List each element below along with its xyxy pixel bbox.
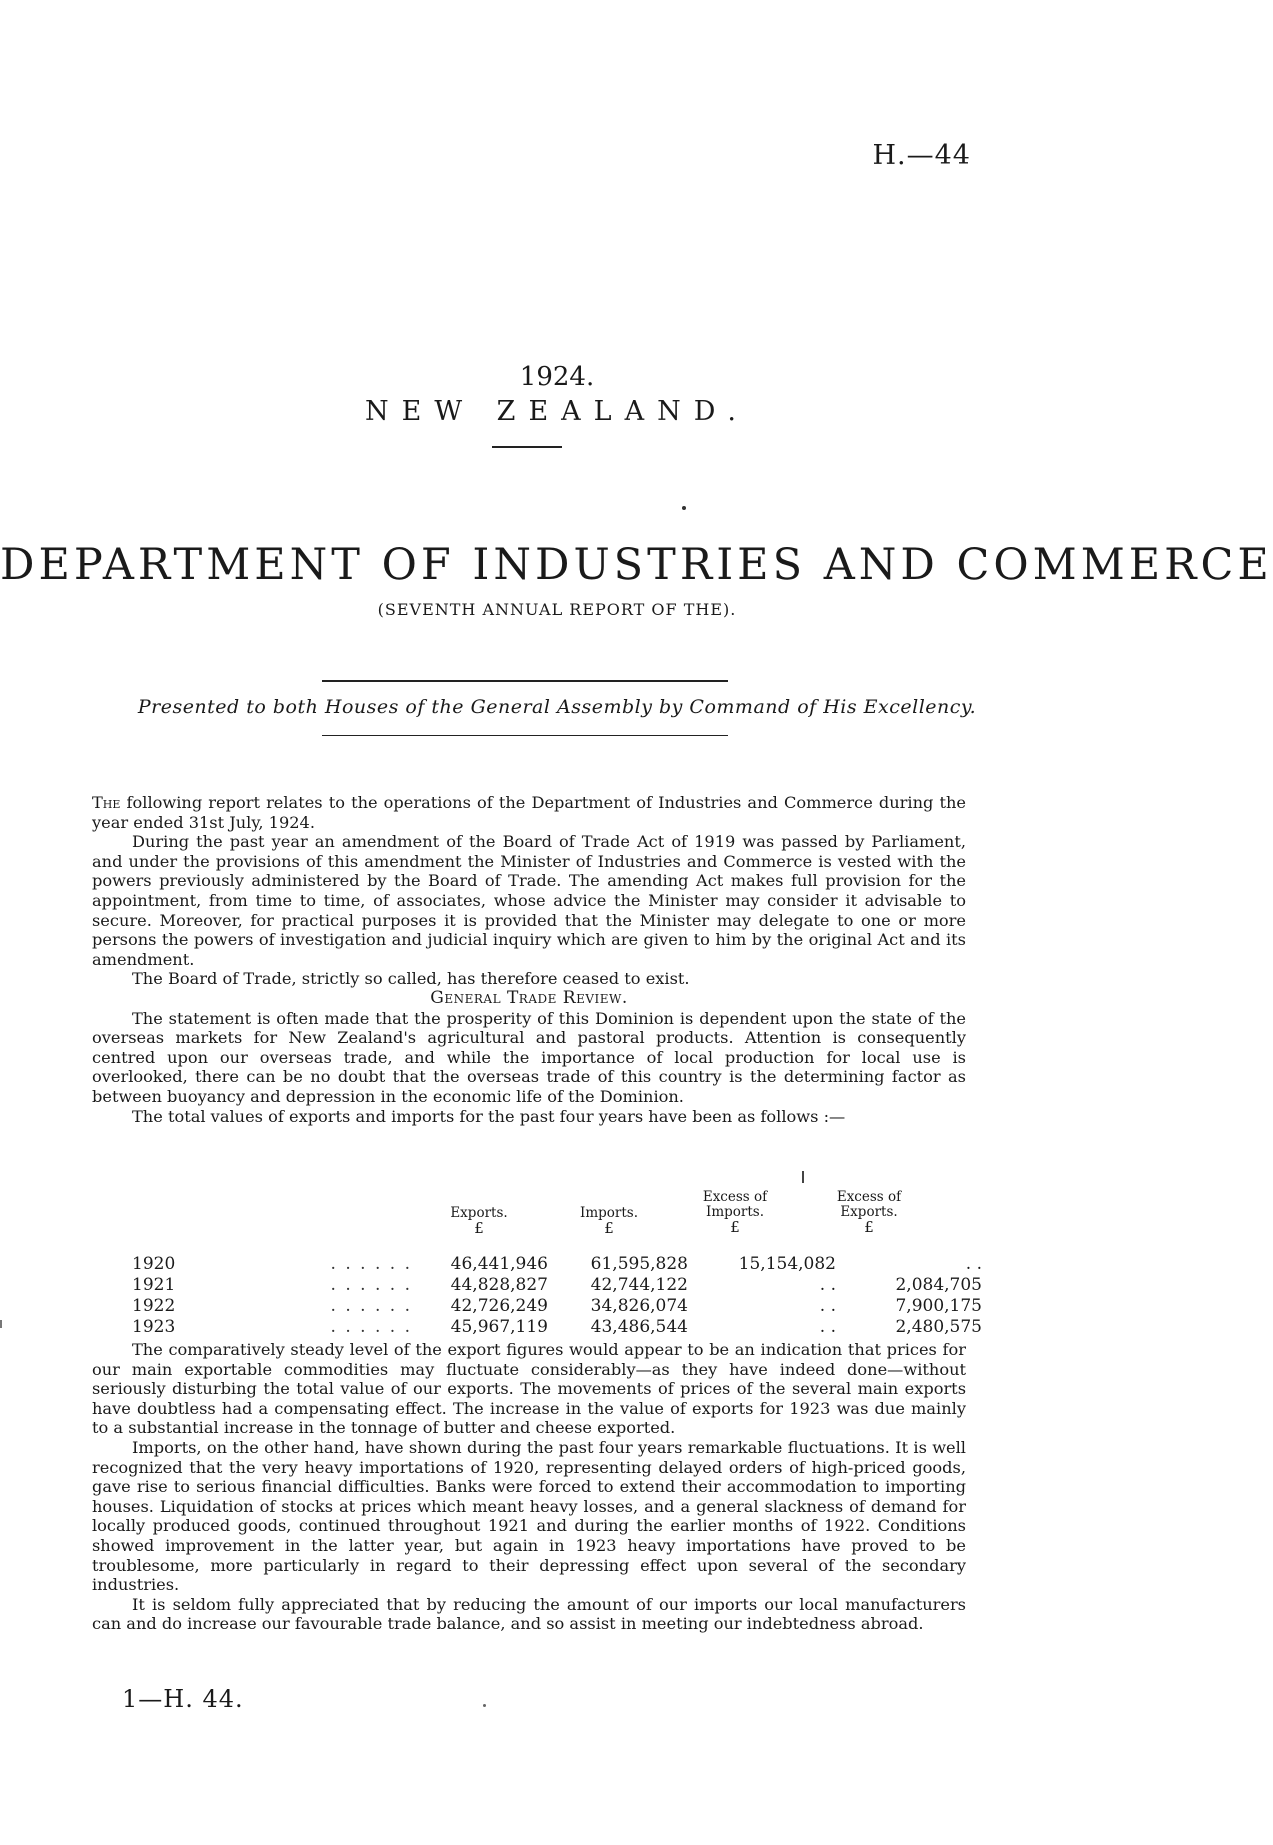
section-heading: General Trade Review. [430, 987, 628, 1008]
header-exports-unit: £ [474, 1219, 484, 1237]
paragraph-1-text: following report relates to the operations of the Department of Industries and Commerce during the year ended 31st July, 1924. [92, 793, 966, 832]
header-excess-imports-line1: Excess of [702, 1189, 768, 1205]
paragraph-6: The comparatively steady level of the export figures would appear to be an indication that prices for our main exportable commodities may fluctuate considerably—as they have indeed done—without seriously disturbing the total value of our exports. The movements of prices of the several main exports have doubtless had a compensating effect. The increase in the value of exports for 1923 was due mainly to a substantial increase in the tonnage of butter and cheese exported. [92, 1340, 966, 1438]
paragraph-8: It is seldom fully appreciated that by reducing the amount of our imports our local manufacturers can and do increase our favourable trade balance, and so assist in meeting our indebtedness abroad. [92, 1594, 966, 1634]
row-excess-exports: 2,084,705 [895, 1275, 982, 1295]
row-excess-exports: 2,480,575 [895, 1317, 982, 1337]
page-reference: H.—44 [872, 140, 971, 171]
row-year: 1923 [132, 1317, 176, 1337]
table-row [132, 1274, 992, 1295]
table-row [132, 1295, 992, 1316]
header-excess-imports [680, 1190, 790, 1235]
header-imports-label: Imports. [579, 1205, 638, 1221]
print-speck-footer [483, 1704, 486, 1707]
paragraph-1 [92, 793, 966, 832]
footer-page-reference: 1—H. 44. [122, 1685, 244, 1713]
trade-table [132, 1253, 992, 1337]
row-excess-exports: 7,900,175 [895, 1296, 982, 1316]
row-year: 1922 [132, 1296, 176, 1316]
header-excess-imports-unit: £ [730, 1218, 740, 1236]
upper-rule [322, 680, 728, 682]
presented-line: Presented to both Houses of the General Assembly by Command of His Excellency. [137, 696, 977, 718]
margin-mark [0, 1320, 2, 1328]
intro-section [92, 793, 966, 1126]
report-subtitle: (SEVENTH ANNUAL REPORT OF THE). [377, 600, 737, 619]
row-leader: . . . . . . [330, 1317, 412, 1337]
row-imports: 34,826,074 [590, 1296, 688, 1316]
row-excess-imports: 15,154,082 [738, 1254, 836, 1274]
header-imports [554, 1206, 664, 1236]
row-exports: 45,967,119 [450, 1317, 548, 1337]
row-exports: 46,441,946 [450, 1254, 548, 1274]
analysis-section [92, 1340, 966, 1634]
short-rule [492, 446, 562, 448]
header-exports-label: Exports. [450, 1205, 508, 1221]
country-heading: NEW ZEALAND. [365, 396, 749, 427]
header-excess-exports-line1: Excess of [836, 1189, 902, 1205]
header-excess-exports [814, 1190, 924, 1235]
table-row [132, 1253, 992, 1274]
header-excess-imports-line2: Imports. [705, 1204, 764, 1220]
table-row [132, 1316, 992, 1337]
paragraph-1-lead: The [92, 793, 121, 812]
row-exports: 42,726,249 [450, 1296, 548, 1316]
row-excess-imports: . . [819, 1317, 836, 1337]
paragraph-7: Imports, on the other hand, have shown during the past four years remarkable fluctuations. It is well recognized that the very heavy importations of 1920, representing delayed orders of high-priced goods, gave rise to serious financial difficulties. Banks were forced to extend their accommodation to importing houses. Liquidation of stocks at prices which meant heavy losses, and a general slackness of demand for locally produced goods, continued throughout 1921 and during the earlier months of 1922. Conditions showed improvement in the latter year, but again in 1923 heavy importations have proved to be troublesome, more particularly in regard to their depressing effect upon several of the secondary industries. [92, 1437, 966, 1595]
row-leader: . . . . . . [330, 1296, 412, 1316]
department-title: DEPARTMENT OF INDUSTRIES AND COMMERCE [0, 540, 1273, 590]
row-leader: . . . . . . [330, 1275, 412, 1295]
paragraph-3: The Board of Trade, strictly so called, has therefore ceased to exist. [132, 969, 690, 989]
row-excess-imports: . . [819, 1275, 836, 1295]
row-leader: . . . . . . [330, 1254, 412, 1274]
paragraph-4: The statement is often made that the prosperity of this Dominion is dependent upon the state of the overseas markets for New Zealand's agricultural and pastoral products. Attention is consequently centred upon our overseas trade, and while the importance of local production for local use is overlooked, there can be no doubt that the overseas trade of this country is the determining factor as between buoyancy and depression in the economic life of the Dominion. [92, 1008, 966, 1106]
header-exports [424, 1206, 534, 1236]
row-year: 1921 [132, 1275, 176, 1295]
header-excess-exports-unit: £ [864, 1218, 874, 1236]
row-excess-imports: . . [819, 1296, 836, 1316]
row-imports: 61,595,828 [590, 1254, 688, 1274]
print-mark [802, 1171, 804, 1183]
row-excess-exports: . . [965, 1254, 982, 1274]
report-year: 1924. [519, 362, 595, 392]
paragraph-5: The total values of exports and imports for the past four years have been as follows :— [132, 1106, 846, 1126]
header-excess-exports-line2: Exports. [840, 1204, 898, 1220]
paragraph-2: During the past year an amendment of the Board of Trade Act of 1919 was passed by Parliament, and under the provisions of this amendment the Minister of Industries and Commerce is vested with the powers previously administered by the Board of Trade. The amending Act makes full provision for the appointment, from time to time, of associates, whose advice the Minister may consider it advisable to secure. Moreover, for practical purposes it is provided that the Minister may delegate to one or more persons the powers of investigation and judicial inquiry which are given to him by the original Act and its amendment. [92, 832, 966, 969]
row-exports: 44,828,827 [450, 1275, 548, 1295]
print-speck [682, 506, 686, 510]
row-year: 1920 [132, 1254, 176, 1274]
header-imports-unit: £ [604, 1219, 614, 1237]
row-imports: 43,486,544 [590, 1317, 688, 1337]
row-imports: 42,744,122 [590, 1275, 688, 1295]
lower-rule [322, 735, 728, 736]
